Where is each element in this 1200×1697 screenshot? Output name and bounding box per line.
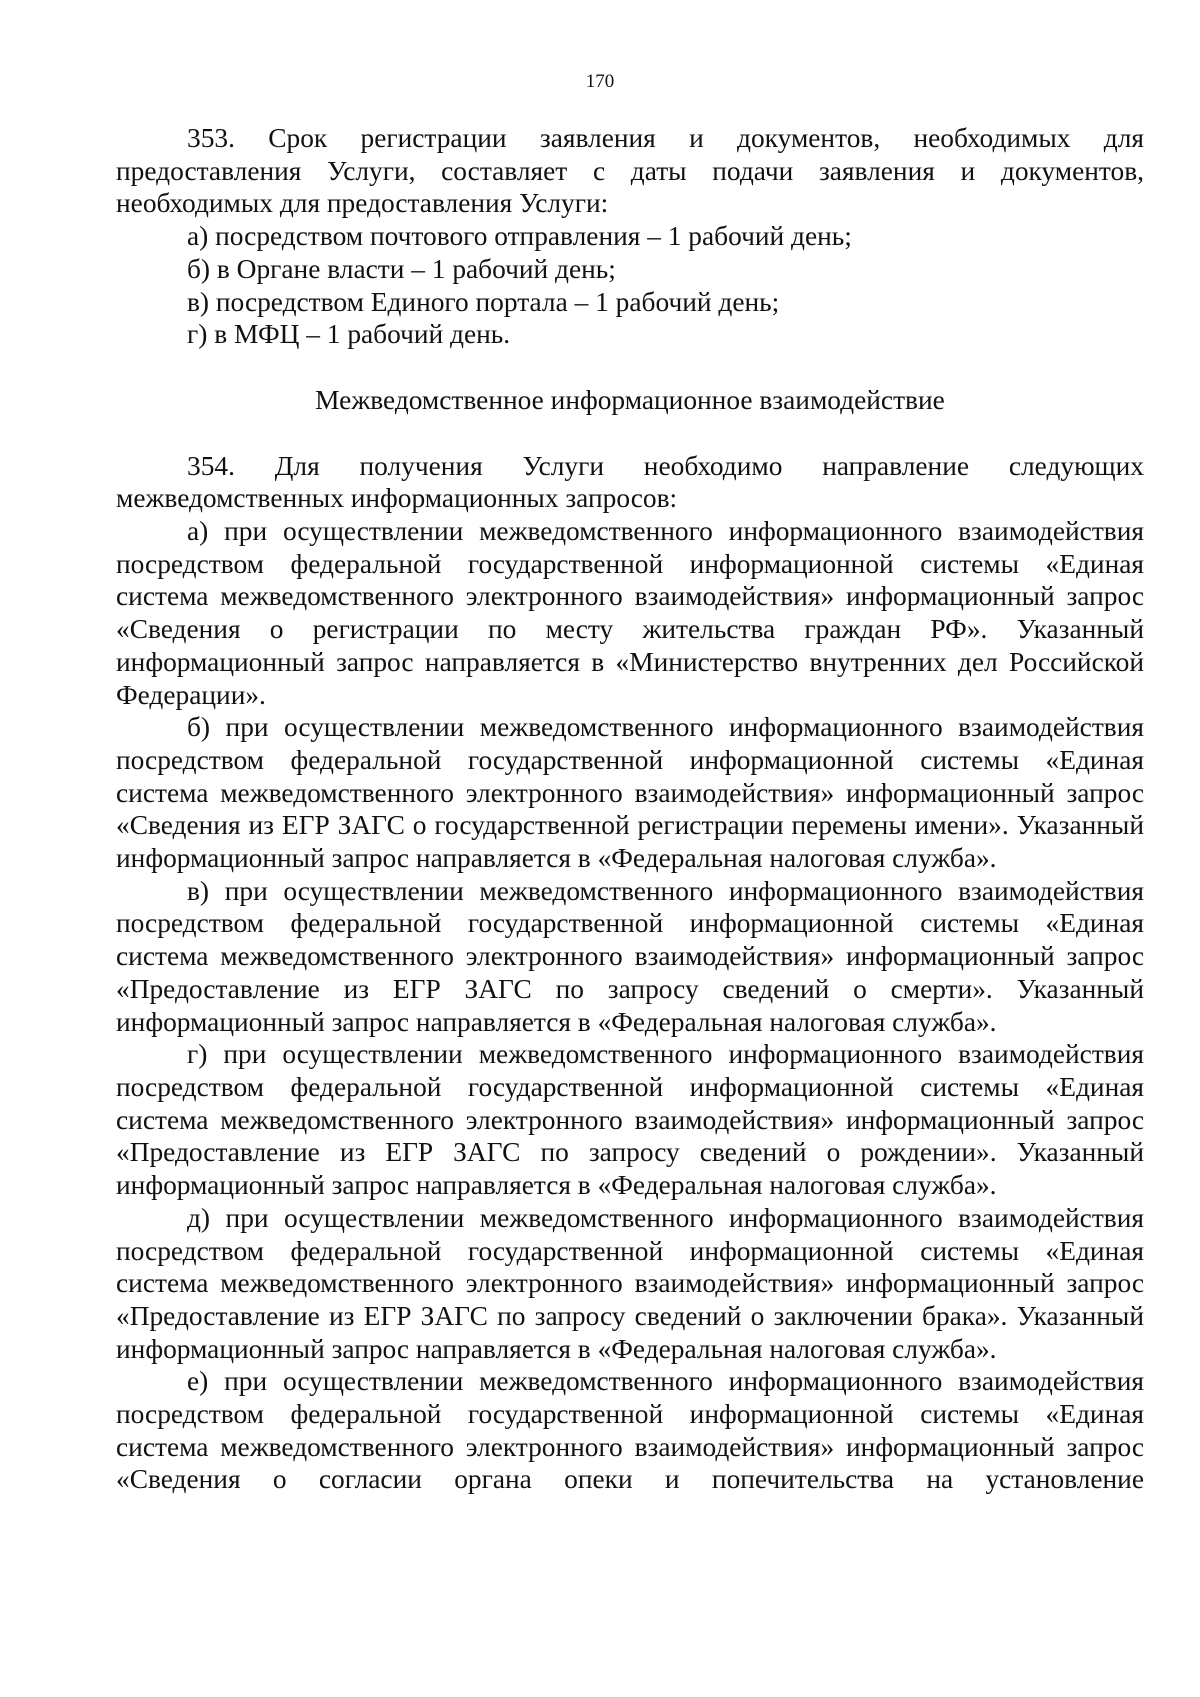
paragraph-354-item-d: д) при осуществлении межведомственного информационного взаимодействия посредством федеральной государственной информационной системы «Единая система межведомственного электронного взаимодействия» информационный запрос «Предоставление из ЕГР ЗАГС по запросу сведений о заключении брака». Указанный информационный запрос направляется в «Федеральная налоговая служба». <box>116 1202 1144 1364</box>
paragraph-353-intro: 353. Срок регистрации заявления и документов, необходимых для предоставления Услуги, составляет с даты подачи заявления и документов, необходимых для предоставления Услуги: <box>116 123 1144 219</box>
paragraph-354-intro: 354. Для получения Услуги необходимо направление следующих межведомственных информационных запросов: <box>116 450 1144 514</box>
section-heading: Межведомственное информационное взаимодействие <box>315 384 945 415</box>
paragraph-354-item-a: а) при осуществлении межведомственного информационного взаимодействия посредством федеральной государственной информационной системы «Единая система межведомственного электронного взаимодействия» информационный запрос «Сведения о регистрации по месту жительства граждан РФ». Указанный информационный запрос направляется в «Министерство внутренних дел Российской Федерации». <box>116 516 1144 710</box>
paragraph-354-item-g: г) при осуществлении межведомственного информационного взаимодействия посредством федеральной государственной информационной системы «Единая система межведомственного электронного взаимодействия» информационный запрос «Предоставление из ЕГР ЗАГС по запросу сведений о рождении». Указанный информационный запрос направляется в «Федеральная налоговая служба». <box>116 1039 1144 1201</box>
page-number: 170 <box>585 71 615 92</box>
paragraph-354-item-e: е) при осуществлении межведомственного информационного взаимодействия посредством федеральной государственной информационной системы «Единая система межведомственного электронного взаимодействия» информационный запрос «Сведения о согласии органа опеки и попечительства на установление <box>116 1366 1144 1495</box>
paragraph-353-item-v: в) посредством Единого портала – 1 рабочий день; <box>187 286 780 317</box>
paragraph-354-item-b: б) при осуществлении межведомственного информационного взаимодействия посредством федеральной государственной информационной системы «Единая система межведомственного электронного взаимодействия» информационный запрос «Сведения из ЕГР ЗАГС о государственной регистрации перемены имени». Указанный информационный запрос направляется в «Федеральная налоговая служба». <box>116 712 1144 874</box>
paragraph-353-item-g: г) в МФЦ – 1 рабочий день. <box>187 319 511 350</box>
paragraph-354-item-v: в) при осуществлении межведомственного информационного взаимодействия посредством федеральной государственной информационной системы «Единая система межведомственного электронного взаимодействия» информационный запрос «Предоставление из ЕГР ЗАГС по запросу сведений о смерти». Указанный информационный запрос направляется в «Федеральная налоговая служба». <box>116 875 1144 1037</box>
page-content <box>116 122 1144 1496</box>
paragraph-353-item-a: а) посредством почтового отправления – 1 рабочий день; <box>187 221 852 252</box>
paragraph-353-item-b: б) в Органе власти – 1 рабочий день; <box>187 253 616 284</box>
